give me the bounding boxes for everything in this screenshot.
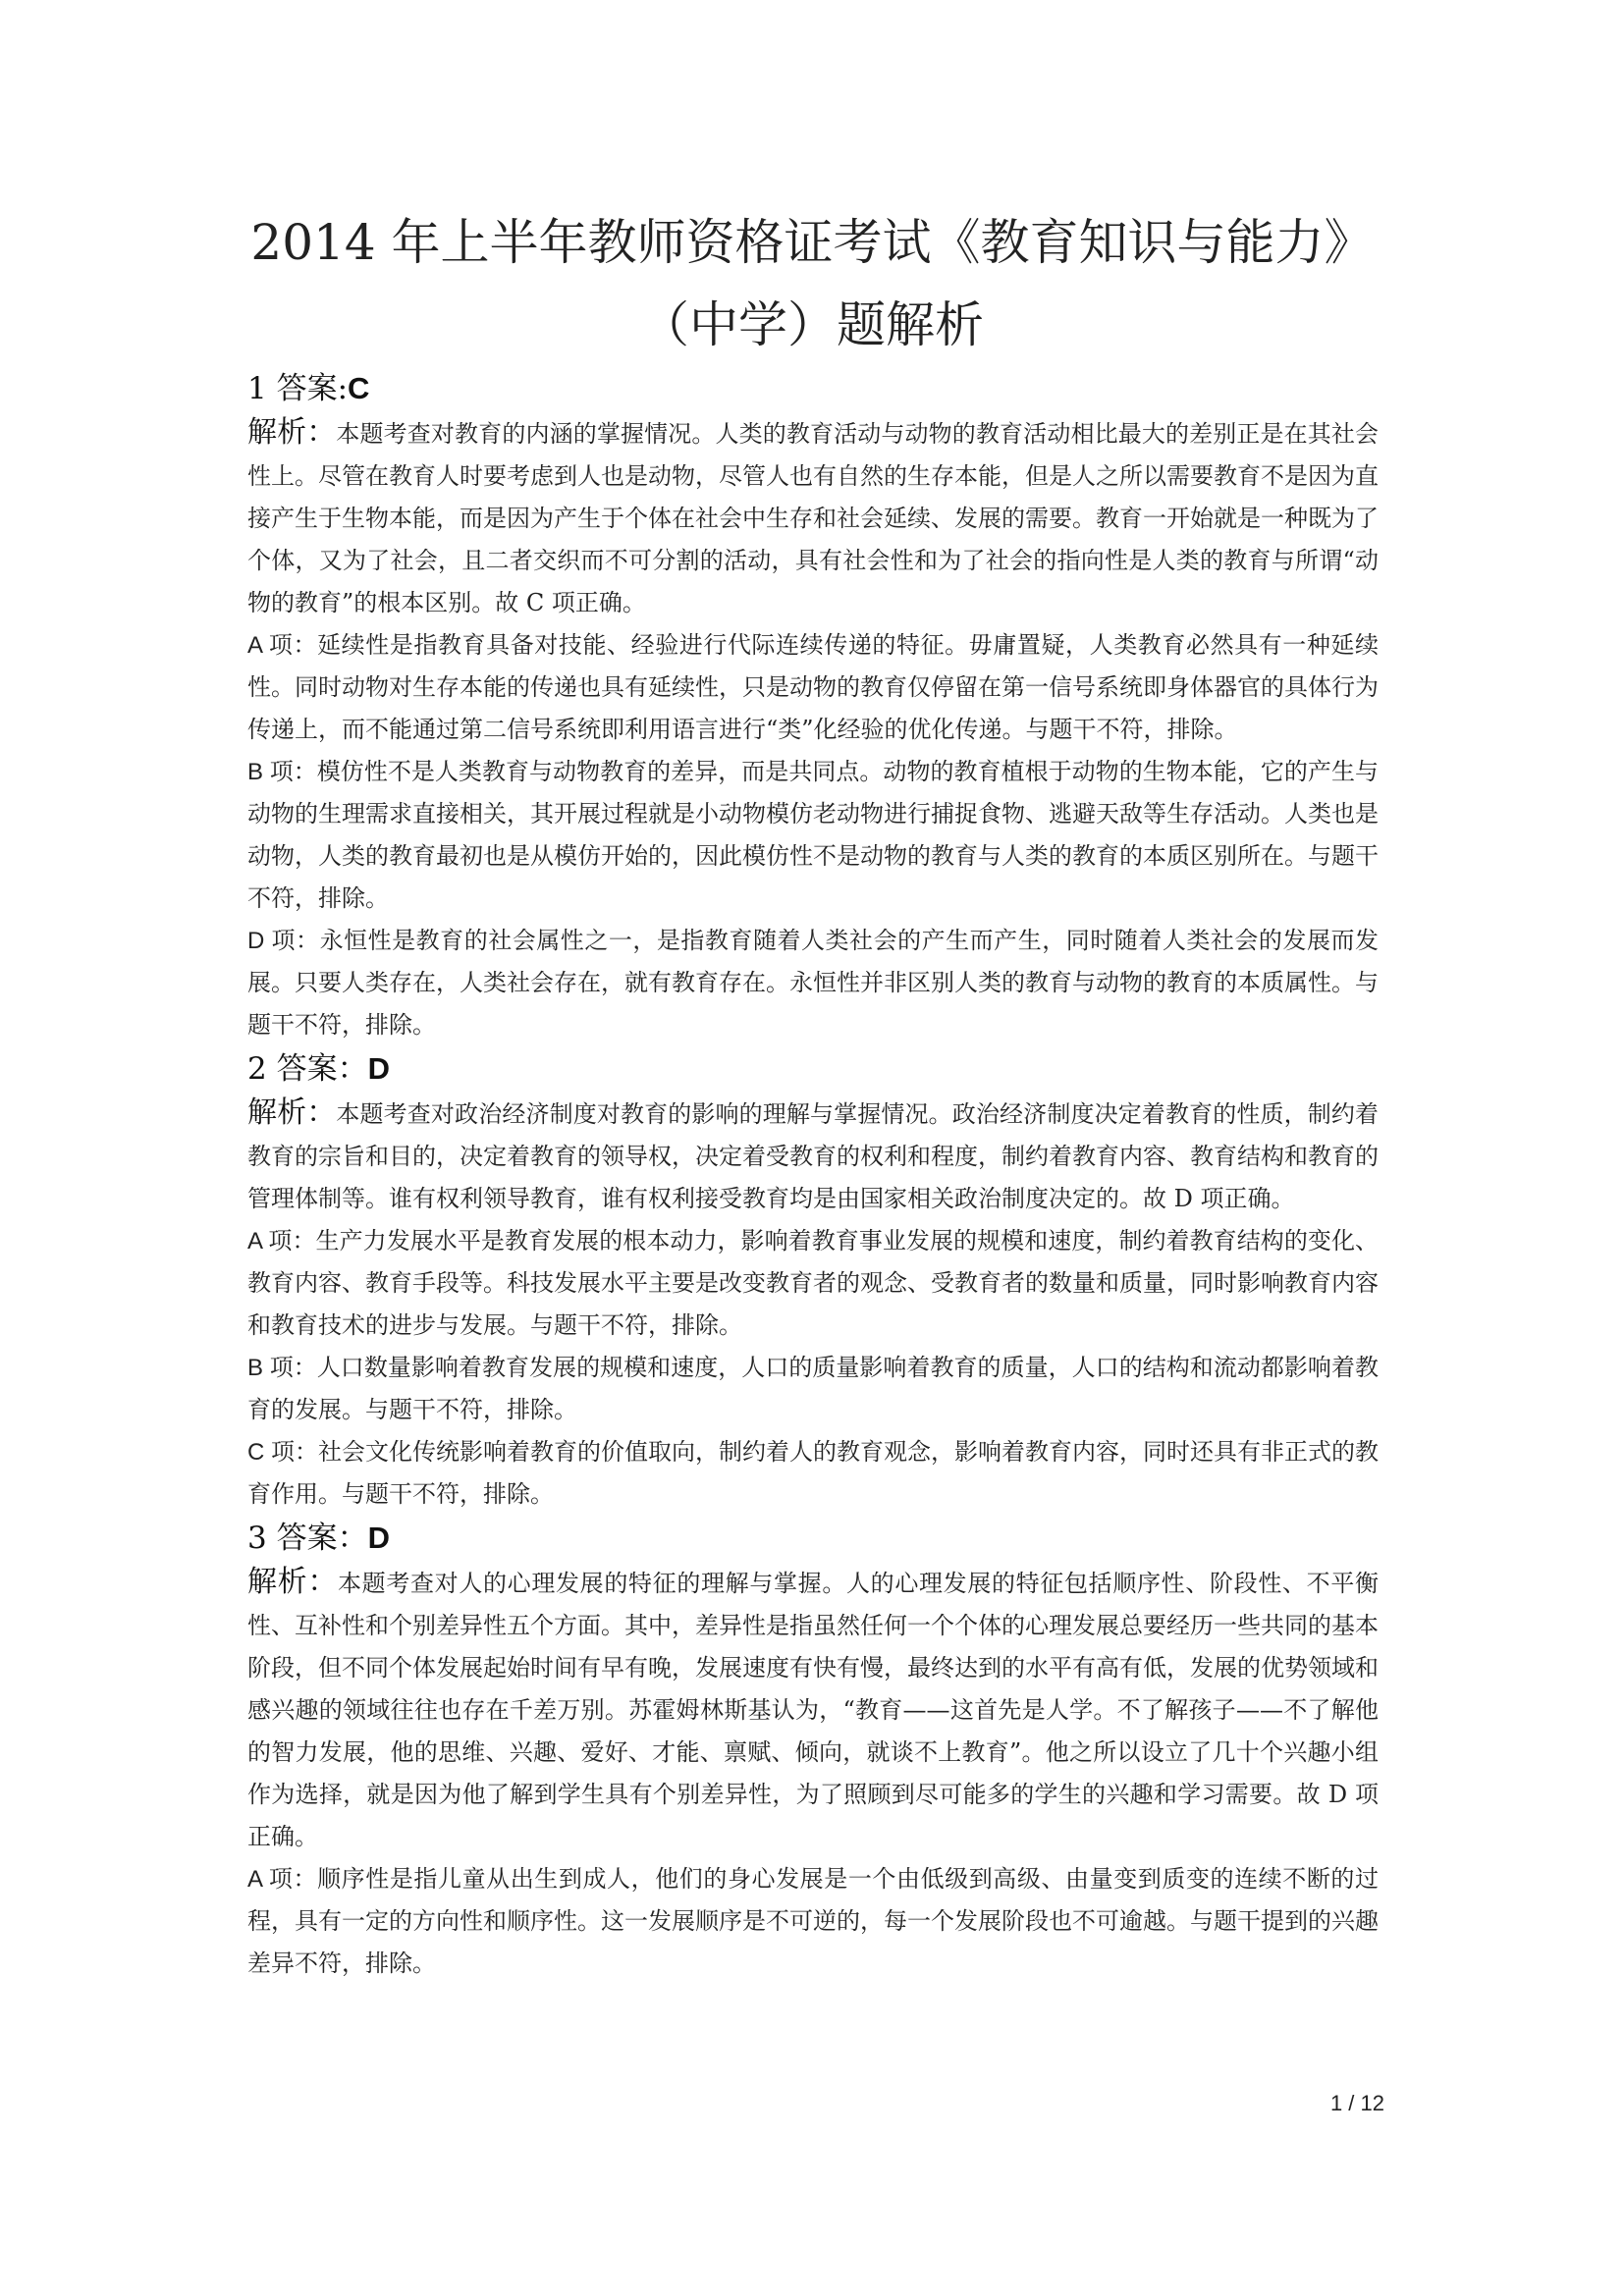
page-number: 1 / 12 bbox=[1329, 2091, 1384, 2115]
option-paragraph bbox=[247, 1431, 1379, 1516]
answer-label: 3 答案： bbox=[247, 1521, 368, 1556]
analysis-paragraph bbox=[247, 411, 1379, 624]
analysis-paragraph bbox=[247, 1561, 1379, 1858]
answer-value: C bbox=[348, 371, 370, 405]
question-1 bbox=[247, 366, 1379, 1046]
document-body bbox=[247, 366, 1379, 1985]
option-text: 社会文化传统影响着教育的价值取向，制约着人的教育观念，影响着教育内容，同时还具有非正式的教育作用。与题干不符，排除。 bbox=[247, 1438, 1379, 1508]
analysis-text: 本题考查对教育的内涵的掌握情况。人类的教育活动与动物的教育活动相比最大的差别正是在其社会性上。尽管在教育人时要考虑到人也是动物，尽管人也有自然的生存本能，但是人之所以需要教育不是因为直接产生于生物本能，而是因为产生于个体在社会中生存和社会延续、发展的需要。教育一开始就是一种既为了个体，又为了社会，且二者交织而不可分割的活动，具有社会性和为了社会的指向性是人类的教育与所谓“动物的教育”的根本区别。故 C 项正确。 bbox=[247, 420, 1380, 616]
answer-heading bbox=[247, 1046, 1379, 1092]
analysis-label: 解析： bbox=[247, 415, 337, 450]
question-3 bbox=[247, 1516, 1379, 1985]
option-text: 延续性是指教育具备对技能、经验进行代际连续传递的特征。毋庸置疑，人类教育必然具有一种延续性。同时动物对生存本能的传递也具有延续性，只是动物的教育仅停留在第一信号系统即身体器官的具体行为传递上，而不能通过第二信号系统即利用语言进行“类”化经验的优化传递。与题干不符，排除。 bbox=[247, 631, 1379, 743]
analysis-paragraph bbox=[247, 1092, 1379, 1220]
answer-value: D bbox=[367, 1051, 390, 1086]
option-text: 生产力发展水平是教育发展的根本动力，影响着教育事业发展的规模和速度，制约着教育结构的变化、教育内容、教育手段等。科技发展水平主要是改变教育者的观念、受教育者的数量和质量，同时影响教育内容和教育技术的进步与发展。与题干不符，排除。 bbox=[247, 1227, 1379, 1339]
option-paragraph bbox=[247, 624, 1379, 751]
answer-label: 1 答案: bbox=[247, 371, 349, 406]
option-text: 模仿性不是人类教育与动物教育的差异，而是共同点。动物的教育植根于动物的生物本能，它的产生与动物的生理需求直接相关，其开展过程就是小动物模仿老动物进行捕捉食物、逃避天敌等生存活动。人类也是动物，人类的教育最初也是从模仿开始的，因此模仿性不是动物的教育与人类的教育的本质区别所在。与题干不符，排除。 bbox=[247, 758, 1379, 912]
option-paragraph bbox=[247, 920, 1379, 1046]
question-2 bbox=[247, 1046, 1379, 1516]
answer-label: 2 答案： bbox=[247, 1051, 368, 1087]
option-paragraph bbox=[247, 1220, 1379, 1347]
option-label: C 项： bbox=[247, 1439, 318, 1466]
answer-value: D bbox=[367, 1521, 390, 1555]
option-label: A 项： bbox=[247, 632, 318, 659]
answer-heading bbox=[247, 1516, 1379, 1561]
answer-heading bbox=[247, 366, 1379, 411]
option-label: A 项： bbox=[247, 1866, 318, 1893]
option-label: B 项： bbox=[247, 759, 317, 785]
analysis-text: 本题考查对政治经济制度对教育的影响的理解与掌握情况。政治经济制度决定着教育的性质，制约着教育的宗旨和目的，决定着教育的领导权，决定着受教育的权利和程度，制约着教育内容、教育结构和教育的管理体制等。谁有权利领导教育，谁有权利接受教育均是由国家相关政治制度决定的。故 D 项正确。 bbox=[247, 1100, 1380, 1212]
option-paragraph bbox=[247, 751, 1379, 920]
option-label: B 项： bbox=[247, 1355, 317, 1381]
option-paragraph bbox=[247, 1347, 1379, 1431]
analysis-text: 本题考查对人的心理发展的特征的理解与掌握。人的心理发展的特征包括顺序性、阶段性、不平衡性、互补性和个别差异性五个方面。其中，差异性是指虽然任何一个个体的心理发展总要经历一些共同的基本阶段，但不同个体发展起始时间有早有晚，发展速度有快有慢，最终达到的水平有高有低，发展的优势领域和感兴趣的领域往往也存在千差万别。苏霍姆林斯基认为，“教育——这首先是人学。不了解孩子——不了解他的智力发展，他的思维、兴趣、爱好、才能、禀赋、倾向，就谈不上教育”。他之所以设立了几十个兴趣小组作为选择，就是因为他了解到学生具有个别差异性，为了照顾到尽可能多的学生的兴趣和学习需要。故 D 项正确。 bbox=[247, 1570, 1379, 1850]
analysis-label: 解析： bbox=[247, 1095, 337, 1130]
document-title: 2014 年上半年教师资格证考试《教育知识与能力》（中学）题解析 bbox=[250, 214, 1374, 353]
option-label: D 项： bbox=[247, 928, 320, 954]
option-text: 永恒性是教育的社会属性之一，是指教育随着人类社会的产生而产生，同时随着人类社会的发展而发展。只要人类存在，人类社会存在，就有教育存在。永恒性并非区别人类的教育与动物的教育的本质属性。与题干不符，排除。 bbox=[247, 927, 1380, 1039]
option-paragraph bbox=[247, 1858, 1379, 1985]
option-text: 人口数量影响着教育发展的规模和速度，人口的质量影响着教育的质量，人口的结构和流动都影响着教育的发展。与题干不符，排除。 bbox=[247, 1354, 1379, 1423]
option-label: A 项： bbox=[247, 1228, 316, 1255]
analysis-label: 解析： bbox=[247, 1565, 338, 1599]
option-text: 顺序性是指儿童从出生到成人，他们的身心发展是一个由低级到高级、由量变到质变的连续不断的过程，具有一定的方向性和顺序性。这一发展顺序是不可逆的，每一个发展阶段也不可逾越。与题干提到的兴趣差异不符，排除。 bbox=[247, 1865, 1379, 1977]
